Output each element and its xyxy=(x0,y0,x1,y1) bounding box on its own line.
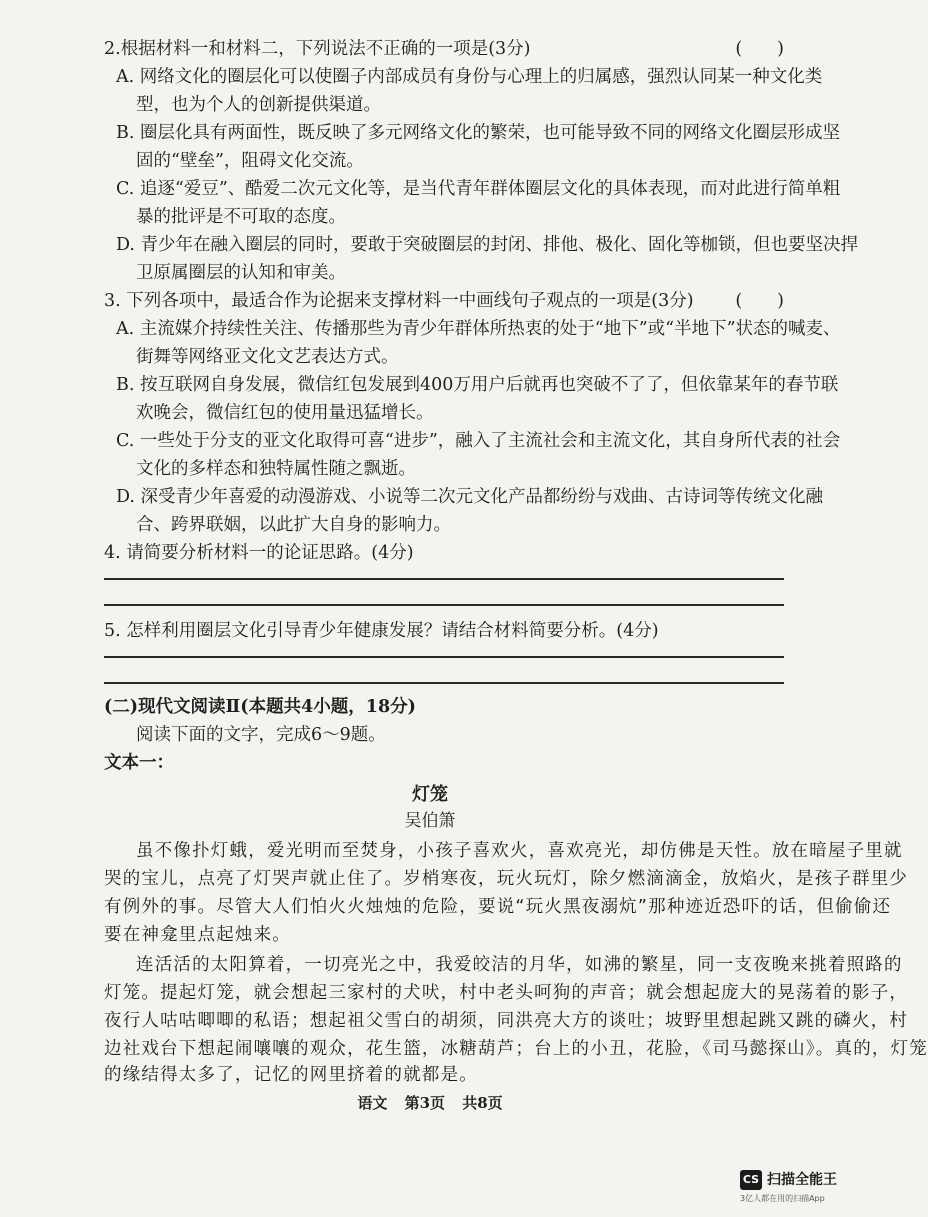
q3-answer-paren: ( ) xyxy=(735,291,784,311)
q2-option-d: D. 青少年在融入圈层的同时，要敢于突破圈层的封闭、排他、极化、固化等枷锁，但也要坚决捍 xyxy=(116,235,859,255)
section-heading: (二)现代文阅读Ⅱ(本题共4小题，18分) xyxy=(104,697,416,717)
q3-option-c-cont: 文化的多样态和独特属性随之飘逝。 xyxy=(136,459,416,479)
article-p2-line-1: 连活活的太阳算着，一切亮光之中，我爱皎洁的月华，如沸的繁星，同一支夜晚来挑着照路的 xyxy=(136,955,903,975)
q3-option-a: A. 主流媒介持续性关注、传播那些为青少年群体所热衷的处于“地下”或“半地下”状态的喊麦、 xyxy=(116,319,841,339)
q2-answer-paren: ( ) xyxy=(735,39,784,59)
scanner-watermark xyxy=(740,1168,850,1208)
q5-answer-line-2 xyxy=(104,682,784,684)
article-p2-line-5: 的缘结得太多了，记忆的网里挤着的就都是。 xyxy=(104,1065,478,1085)
q3-option-d: D. 深受青少年喜爱的动漫游戏、小说等二次元文化产品都纷纷与戏曲、古诗词等传统文化融 xyxy=(116,487,824,507)
q2-option-a-cont: 型，也为个人的创新提供渠道。 xyxy=(136,95,381,115)
q3-option-b: B. 按互联网自身发展，微信红包发展到400万用户后就再也突破不了了，但依靠某年的春节联 xyxy=(116,375,839,395)
q2-option-d-cont: 卫原属圈层的认知和审美。 xyxy=(136,263,346,283)
brand-name: 扫描全能王 xyxy=(767,1172,837,1188)
article-p1-line-2: 哭的宝儿，点亮了灯哭声就止住了。岁梢寒夜，玩火玩灯，除夕燃滴滴金，放焰火，是孩子群里少 xyxy=(104,869,909,889)
article-p1-line-3: 有例外的事。尽管大人们怕火火烛烛的危险，要说“玩火黑夜溺炕”那种迹近恐吓的话，但偷偷还 xyxy=(104,897,892,917)
page-footer xyxy=(0,1092,860,1113)
q2-option-b-cont: 固的“壁垒”，阻碍文化交流。 xyxy=(136,151,364,171)
article-p2-line-4: 边社戏台下想起闹嚷嚷的观众，花生篮，冰糖葫芦；台上的小丑，花脸，《司马懿探山》。真的，灯笼 xyxy=(104,1039,928,1059)
q2-option-a: A. 网络文化的圈层化可以使圈子内部成员有身份与心理上的归属感，强烈认同某一种文化类 xyxy=(116,67,823,87)
section-instruction: 阅读下面的文字，完成6～9题。 xyxy=(136,725,386,745)
article-p2-line-3: 夜行人咕咕唧唧的私语；想起祖父雪白的胡须，同洪亮大方的谈吐；坡野里想起跳又跳的磷火，村 xyxy=(104,1011,909,1031)
q3-stem: 3. 下列各项中，最适合作为论据来支撑材料一中画线句子观点的一项是(3分) xyxy=(104,291,694,311)
q3-option-a-cont: 街舞等网络亚文化文艺表达方式。 xyxy=(136,347,399,367)
q2-option-b: B. 圈层化具有两面性，既反映了多元网络文化的繁荣，也可能导致不同的网络文化圈层形成坚 xyxy=(116,123,840,143)
q3-option-c: C. 一些处于分支的亚文化取得可喜“进步”，融入了主流社会和主流文化，其自身所代表的社会 xyxy=(116,431,841,451)
q2-stem: 2.根据材料一和材料二，下列说法不正确的一项是(3分) xyxy=(104,39,531,59)
q2-option-c-cont: 暴的批评是不可取的态度。 xyxy=(136,207,346,227)
q5-stem: 5. 怎样利用圈层文化引导青少年健康发展？请结合材料简要分析。(4分) xyxy=(104,621,659,641)
footer-page: 第3页 xyxy=(404,1094,445,1112)
article-author: 吴伯箫 xyxy=(404,811,456,831)
q4-answer-line-1 xyxy=(104,578,784,580)
q5-answer-line-1 xyxy=(104,656,784,658)
q4-stem: 4. 请简要分析材料一的论证思路。(4分) xyxy=(104,543,414,563)
article-title: 灯笼 xyxy=(412,784,448,805)
q4-answer-line-2 xyxy=(104,604,784,606)
q3-option-d-cont: 合、跨界联姻，以此扩大自身的影响力。 xyxy=(136,515,451,535)
q2-option-c: C. 追逐“爱豆”、酷爱二次元文化等，是当代青年群体圈层文化的具体表现，而对此进行简单粗 xyxy=(116,179,841,199)
q3-option-b-cont: 欢晚会，微信红包的使用量迅猛增长。 xyxy=(136,403,434,423)
article-p2-line-2: 灯笼。提起灯笼，就会想起三家村的犬吠，村中老头呵狗的声音；就会想起庞大的晃荡着的影子， xyxy=(104,983,909,1003)
brand-tagline: 3亿人都在用的扫描App xyxy=(740,1194,825,1203)
footer-total: 共8页 xyxy=(462,1094,503,1112)
article-p1-line-1: 虽不像扑灯蛾，爱光明而至焚身，小孩子喜欢火，喜欢亮光，却仿佛是天性。放在暗屋子里就 xyxy=(136,841,903,861)
article-p1-line-4: 要在神龛里点起烛来。 xyxy=(104,925,291,945)
footer-subject: 语文 xyxy=(357,1094,388,1112)
text-one-label: 文本一： xyxy=(104,753,174,773)
cs-logo-icon: CS xyxy=(740,1170,762,1190)
